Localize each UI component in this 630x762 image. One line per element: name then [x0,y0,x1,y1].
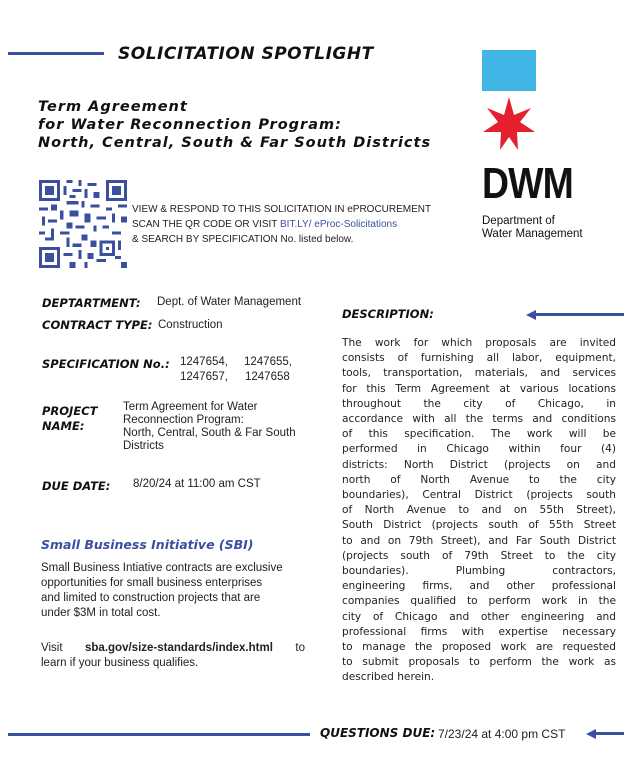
specification-number: 1247654, [180,356,228,368]
project-name-line: Term Agreement for Water [123,401,258,413]
department-label: DEPTARTMENT: [42,296,141,310]
questions-due-label: QUESTIONS DUE: [320,726,436,740]
description-line: South District (projects south of 55th Street [342,519,616,532]
description-line: The work for which proposals are invited [342,337,616,349]
qr-instruction-prefix: SCAN THE QR CODE OR VISIT [132,219,280,230]
dwm-logo [482,50,592,240]
project-name-value [123,401,296,453]
sba-link[interactable]: sba.gov/size-standards/index.html [85,642,273,654]
arrow-left-icon [526,310,536,320]
project-title-line-1: Term Agreement [38,99,188,115]
contract-type-value: Construction [158,319,223,331]
specification-label: SPECIFICATION No.: [42,357,170,371]
description-line: to submit proposals to perform the work as [342,656,616,669]
description-line: of this specification. The work will be [342,428,616,441]
qr-instructions [132,202,431,247]
dwm-name-line-2: Water Management [482,228,583,240]
logo-blue-square [482,50,536,91]
description-line: (projects south of 79th Street to the city [342,549,616,562]
project-name-label [42,404,97,434]
qr-instruction-line-1: VIEW & RESPOND TO THIS SOLICITATION IN ePROCUREMENT [132,204,432,215]
project-name-line: North, Central, South & Far South [123,427,296,439]
questions-due-value: 7/23/24 at 4:00 pm CST [438,727,566,741]
contract-type-label: CONTRACT TYPE: [42,318,153,332]
description-arrow [526,310,624,320]
sbi-line: under $3M in total cost. [41,607,161,619]
description-line: consists of furnishing all labor, equipment, [342,352,616,365]
description-line: to and on 79th Street), and Far South District [342,534,616,547]
sbi-description [41,561,305,621]
sbi-line: opportunities for small business enterprises [41,577,263,589]
description-line: boundaries), Central District (projects south [342,489,616,502]
qr-code-icon[interactable] [39,180,127,268]
dwm-name-line-1: Department of [482,215,555,227]
due-date-value: 8/20/24 at 11:00 am CST [133,478,261,490]
description-line: of North Avenue to and on 55th Street), [342,504,616,517]
project-title-line-3: North, Central, South & Far South Districts [38,135,432,151]
project-name-line: Reconnection Program: [123,414,244,426]
sbi-visit-line-2: learn if your business qualifies. [41,657,199,669]
eproc-link[interactable]: BIT.LY/ eProc-Solicitations [280,219,398,230]
description-line: tools, transportation, materials, and services [342,367,616,380]
sbi-line: and limited to construction projects that are [41,592,261,604]
description-line: engineering firms, and other professional [342,580,616,593]
project-title-line-2: for Water Reconnection Program: [38,117,342,133]
sbi-visit-line-1 [41,641,305,656]
header-rule [8,52,104,55]
project-name-label-line-2: NAME: [42,419,85,433]
page-title: SOLICITATION SPOTLIGHT [118,44,374,64]
sbi-visit [41,641,305,671]
description-line: city of Chicago and other engineering and [342,610,616,623]
project-name-label-line-1: PROJECT [42,404,98,418]
project-title [38,98,431,152]
description-label: DESCRIPTION: [342,307,434,321]
description-line: boundaries). Plumbing contractors, [342,565,616,578]
description-line: performed in Chicago within four (4) [342,443,616,456]
description-line: for this Term Agreement at various locations [342,382,616,395]
due-date-label: DUE DATE: [42,479,111,493]
sbi-line: Small Business Intiative contracts are exclusive [41,562,283,574]
dwm-department-name [482,215,583,241]
qr-instruction-line-3: & SEARCH BY SPECIFICATION No. listed below. [132,234,354,245]
chicago-star-icon [481,96,537,152]
arrow-left-icon [586,729,596,739]
department-value: Dept. of Water Management [157,296,302,308]
description-line: companies qualified to perform work in the [342,595,616,608]
sbi-visit-prefix: Visit [41,642,63,654]
questions-arrow [586,729,624,739]
description-line: professional firms with expertise necessary [342,625,616,638]
description-line: districts: North District (projects on and [342,458,616,471]
specification-number: 1247657, [180,371,228,383]
description-line: throughout the city of Chicago, in [342,397,616,410]
description-line: north of North Avenue to the city [342,473,616,486]
sbi-heading: Small Business Initiative (SBI) [41,537,254,552]
description-line: to manage the proposed work are requested [342,641,616,654]
project-name-line: Districts [123,440,164,452]
description-line: described herein. [342,671,435,684]
dwm-acronym: DWM [482,159,573,208]
description-body [342,336,616,686]
footer-rule [8,733,310,736]
specification-number: 1247658 [245,371,290,383]
description-line: accordance with all the terms and conditions [342,413,616,426]
specification-number: 1247655, [244,356,292,368]
sbi-visit-suffix: to [295,642,305,654]
qr-instruction-line-2 [132,217,431,232]
